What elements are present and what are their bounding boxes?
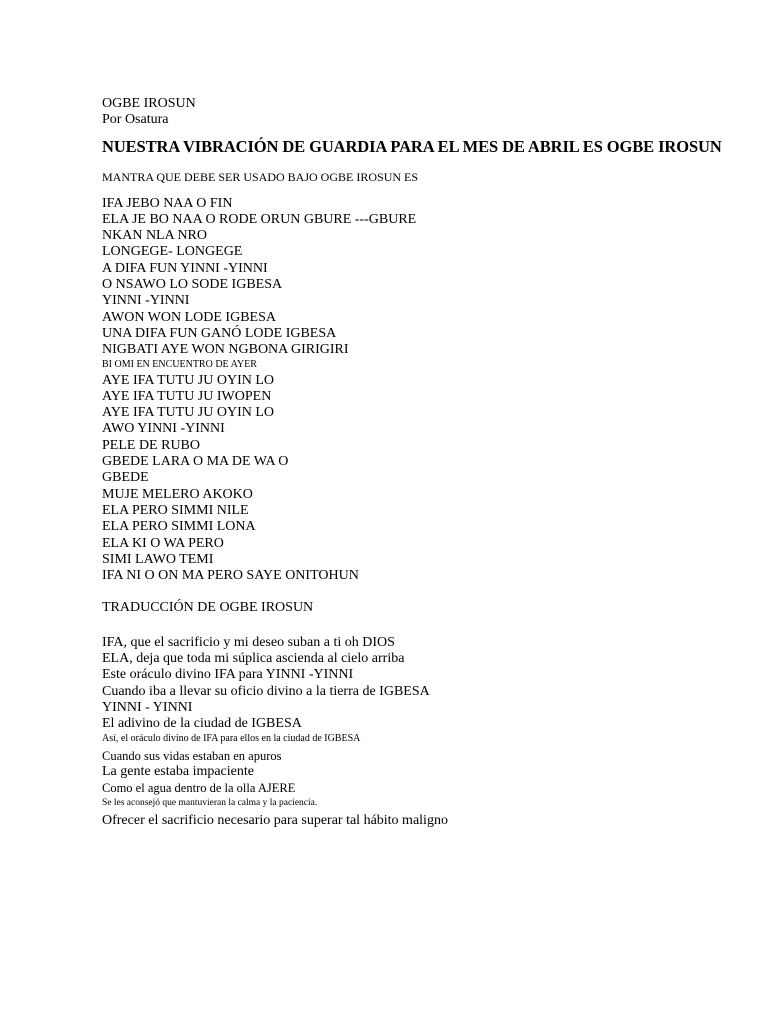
translation-line: Cuando iba a llevar su oficio divino a la tierra de IGBESA: [102, 683, 430, 699]
mantra-line: ELA PERO SIMMI NILE: [102, 502, 249, 518]
translation-med-line: Como el agua dentro de la olla AJERE: [102, 780, 296, 795]
translation-title: TRADUCCIÓN DE OGBE IROSUN: [102, 600, 314, 616]
main-heading: NUESTRA VIBRACIÓN DE GUARDIA PARA EL MES DE ABRIL ES OGBE IROSUN: [102, 136, 722, 156]
mantra-line: AYE IFA TUTU JU OYIN LO: [102, 372, 275, 388]
mantra-line: IFA NI O ON MA PERO SAYE ONITOHUN: [102, 568, 359, 584]
mantra-line: MUJE MELERO AKOKO: [102, 486, 253, 502]
mantra-line: ELA KI O WA PERO: [102, 535, 224, 551]
mantra-line: ELA PERO SIMMI LONA: [102, 519, 256, 535]
translation-line: ELA, deja que toda mi súplica ascienda al cielo arriba: [102, 651, 405, 667]
translation-line: YINNI - YINNI: [102, 699, 193, 715]
mantra-intro: MANTRA QUE DEBE SER USADO BAJO OGBE IROSUN ES: [102, 169, 419, 184]
mantra-line: AWO YINNI -YINNI: [102, 421, 225, 437]
mantra-line: YINNI -YINNI: [102, 293, 190, 309]
mantra-line: NIGBATI AYE WON NGBONA GIRIGIRI: [102, 342, 349, 358]
mantra-line: GBEDE LARA O MA DE WA O: [102, 454, 289, 470]
mantra-small-line: BI OMI EN ENCUENTRO DE AYER: [102, 358, 257, 370]
mantra-line: NKAN NLA NRO: [102, 228, 207, 244]
mantra-line: A DIFA FUN YINNI -YINNI: [102, 260, 268, 276]
translation-line: Este oráculo divino IFA para YINNI -YINNI: [102, 667, 354, 683]
translation-line: Ofrecer el sacrificio necesario para superar tal hábito maligno: [102, 812, 448, 828]
mantra-line: ELA JE BO NAA O RODE ORUN GBURE ---GBURE: [102, 211, 417, 227]
mantra-line: SIMI LAWO TEMI: [102, 551, 214, 567]
mantra-line: O NSAWO LO SODE IGBESA: [102, 277, 283, 293]
translation-block: [102, 635, 768, 829]
mantra-block: [102, 196, 768, 585]
doc-title: OGBE IROSUN: [102, 96, 196, 111]
document-body: [102, 96, 768, 829]
mantra-line: IFA JEBO NAA O FIN: [102, 195, 233, 211]
translation-med-line: Cuando sus vidas estaban en apuros: [102, 748, 282, 763]
translation-tiny-line: Se les aconsejó que mantuvieran la calma y la paciencia.: [102, 797, 318, 808]
mantra-line: AWON WON LODE IGBESA: [102, 309, 276, 325]
translation-small-line: Así, el oráculo divino de IFA para ellos en la ciudad de IGBESA: [102, 732, 361, 744]
translation-line: IFA, que el sacrificio y mi deseo suban a ti oh DIOS: [102, 634, 395, 650]
mantra-line: AYE IFA TUTU JU OYIN LO: [102, 405, 275, 421]
mantra-line: UNA DIFA FUN GANÓ LODE IGBESA: [102, 325, 337, 341]
translation-line: La gente estaba impaciente: [102, 763, 254, 779]
doc-author: Por Osatura: [102, 112, 169, 128]
translation-line: El adivino de la ciudad de IGBESA: [102, 716, 302, 732]
mantra-line: GBEDE: [102, 470, 149, 486]
mantra-line: PELE DE RUBO: [102, 437, 200, 453]
mantra-line: LONGEGE- LONGEGE: [102, 244, 243, 260]
mantra-line: AYE IFA TUTU JU IWOPEN: [102, 388, 272, 404]
